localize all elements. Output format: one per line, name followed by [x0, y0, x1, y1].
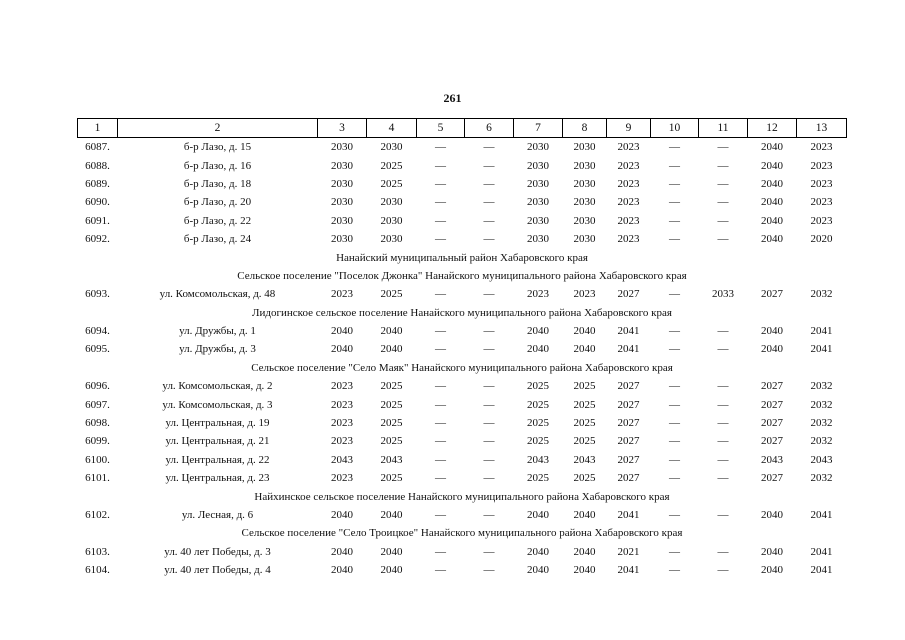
value-cell: — — [483, 509, 495, 521]
value-cell: — — [435, 417, 446, 430]
column-header: 10 — [651, 119, 699, 138]
value-cell: 2023 — [810, 159, 833, 172]
table-row — [78, 451, 847, 469]
value-cell: — — [435, 380, 446, 393]
section-heading: Нанайский муниципальный район Хабаровского края — [336, 251, 588, 264]
value-cell: 2023 — [617, 177, 640, 190]
value-cell: — — [717, 233, 729, 246]
address-cell: ул. Комсомольская, д. 3 — [162, 398, 273, 411]
value-cell: — — [669, 453, 680, 466]
value-cell: 2025 — [573, 435, 596, 448]
table-row — [78, 340, 847, 358]
address-cell: ул. Лесная, д. 6 — [181, 509, 254, 521]
row-number-cell: 6091. — [85, 214, 110, 227]
value-cell: 2030 — [573, 214, 596, 227]
value-cell: — — [669, 564, 680, 577]
value-cell: 2025 — [380, 398, 403, 411]
value-cell: 2040 — [573, 343, 596, 356]
row-number-cell: 6089. — [85, 177, 110, 190]
value-cell: 2023 — [331, 435, 353, 448]
value-cell: 2030 — [380, 141, 403, 154]
address-cell: ул. Центральная, д. 23 — [165, 472, 270, 485]
value-cell: — — [669, 545, 680, 558]
value-cell: — — [435, 398, 446, 411]
value-cell: — — [435, 509, 446, 521]
value-cell: 2023 — [617, 233, 640, 246]
value-cell: 2027 — [761, 380, 783, 393]
value-cell: 2040 — [331, 325, 353, 338]
table-row — [78, 212, 847, 230]
row-number-cell: 6102. — [85, 509, 110, 521]
table-row — [78, 156, 847, 174]
value-cell: 2041 — [617, 343, 640, 356]
value-cell: 2041 — [617, 509, 640, 521]
value-cell: 2040 — [761, 545, 783, 558]
value-cell: 2043 — [761, 453, 783, 466]
row-number-cell: 6095. — [85, 343, 110, 356]
address-cell: б-р Лазо, д. 24 — [183, 233, 252, 246]
value-cell: — — [717, 509, 729, 521]
value-cell: 2040 — [527, 343, 549, 356]
column-header: 13 — [797, 119, 847, 138]
value-cell: 2041 — [810, 509, 833, 521]
column-header: 12 — [748, 119, 797, 138]
value-cell: — — [483, 159, 495, 172]
address-cell: б-р Лазо, д. 20 — [183, 196, 252, 209]
table-row — [78, 193, 847, 211]
column-header: 11 — [699, 119, 748, 138]
value-cell: 2027 — [617, 417, 640, 430]
column-header: 2 — [118, 119, 318, 138]
value-cell: 2032 — [810, 398, 833, 411]
table-row — [78, 322, 847, 340]
value-cell: — — [669, 177, 680, 190]
value-cell: 2030 — [380, 196, 403, 209]
value-cell: 2040 — [527, 564, 549, 577]
value-cell: 2030 — [527, 196, 549, 209]
value-cell: 2041 — [810, 545, 833, 558]
value-cell: — — [717, 453, 729, 466]
row-number-cell: 6101. — [85, 472, 110, 485]
value-cell: — — [435, 177, 446, 190]
address-cell: ул. Дружбы, д. 3 — [179, 343, 256, 356]
value-cell: 2032 — [810, 435, 833, 448]
value-cell: — — [435, 141, 446, 154]
value-cell: 2041 — [810, 564, 833, 577]
value-cell: 2040 — [761, 196, 783, 209]
value-cell: — — [483, 214, 495, 227]
row-number-cell: 6096. — [85, 380, 110, 393]
value-cell: 2030 — [380, 214, 403, 227]
value-cell: — — [435, 214, 446, 227]
value-cell: 2027 — [617, 472, 640, 485]
value-cell: 2030 — [331, 196, 353, 209]
value-cell: 2027 — [761, 472, 783, 485]
value-cell: 2043 — [380, 453, 403, 466]
value-cell: 2023 — [617, 159, 640, 172]
row-number-cell: 6087. — [85, 141, 110, 154]
value-cell: 2023 — [810, 214, 833, 227]
value-cell: 2030 — [331, 177, 353, 190]
value-cell: 2030 — [573, 141, 596, 154]
value-cell: — — [717, 141, 729, 154]
value-cell: 2040 — [573, 325, 596, 338]
value-cell: — — [669, 214, 680, 227]
value-cell: — — [483, 196, 495, 209]
column-header: 4 — [367, 119, 417, 138]
value-cell: 2040 — [331, 545, 353, 558]
value-cell: 2032 — [810, 288, 833, 301]
value-cell: — — [435, 435, 446, 448]
table-row — [78, 432, 847, 450]
value-cell: 2025 — [573, 472, 596, 485]
value-cell: — — [717, 545, 729, 558]
value-cell: — — [717, 435, 729, 448]
value-cell: 2040 — [573, 545, 596, 558]
value-cell: — — [717, 214, 729, 227]
value-cell: 2030 — [331, 233, 353, 246]
value-cell: 2043 — [331, 453, 353, 466]
value-cell: 2030 — [573, 233, 596, 246]
row-number-cell: 6088. — [85, 159, 110, 172]
address-cell: б-р Лазо, д. 18 — [183, 177, 252, 190]
value-cell: — — [483, 564, 495, 577]
value-cell: — — [483, 325, 495, 338]
value-cell: 2025 — [527, 435, 549, 448]
address-cell: б-р Лазо, д. 16 — [183, 159, 252, 172]
value-cell: 2032 — [810, 417, 833, 430]
value-cell: 2043 — [810, 453, 833, 466]
value-cell: 2027 — [617, 435, 640, 448]
value-cell: 2027 — [617, 453, 640, 466]
section-heading: Сельское поселение "Село Маяк" Нанайского муниципального района Хабаровского края — [251, 361, 673, 374]
address-cell: ул. Центральная, д. 19 — [165, 417, 270, 430]
value-cell: 2040 — [331, 343, 353, 356]
value-cell: 2040 — [527, 325, 549, 338]
table-row — [78, 138, 847, 157]
value-cell: 2027 — [761, 398, 783, 411]
value-cell: 2027 — [617, 380, 640, 393]
value-cell: 2040 — [380, 564, 403, 577]
value-cell: 2040 — [380, 343, 403, 356]
value-cell: 2030 — [331, 159, 353, 172]
column-header: 8 — [563, 119, 607, 138]
address-cell: ул. Центральная, д. 22 — [165, 453, 270, 466]
value-cell: — — [483, 343, 495, 356]
value-cell: 2025 — [527, 398, 549, 411]
value-cell: — — [717, 159, 729, 172]
value-cell: — — [483, 141, 495, 154]
value-cell: 2030 — [527, 233, 549, 246]
row-number-cell: 6104. — [85, 564, 110, 577]
table-row — [78, 469, 847, 487]
value-cell: 2040 — [761, 343, 783, 356]
table-row — [78, 285, 847, 303]
value-cell: — — [717, 564, 729, 577]
value-cell: 2023 — [617, 141, 640, 154]
section-heading-row — [78, 487, 847, 505]
value-cell: 2025 — [380, 288, 403, 301]
value-cell: — — [669, 417, 680, 430]
value-cell: — — [483, 398, 495, 411]
value-cell: — — [483, 177, 495, 190]
value-cell: — — [669, 325, 680, 338]
value-cell: 2030 — [331, 214, 353, 227]
row-number-cell: 6093. — [85, 288, 110, 301]
section-heading: Лидогинское сельское поселение Нанайского муниципального района Хабаровского края — [252, 306, 672, 319]
table-row — [78, 414, 847, 432]
value-cell: — — [435, 325, 446, 338]
value-cell: 2023 — [617, 214, 640, 227]
value-cell: 2025 — [573, 398, 596, 411]
address-cell: ул. Комсомольская, д. 2 — [162, 380, 273, 393]
value-cell: 2033 — [712, 288, 734, 301]
value-cell: — — [717, 417, 729, 430]
value-cell: — — [435, 288, 446, 301]
address-cell: ул. 40 лет Победы, д. 3 — [164, 545, 271, 558]
value-cell: 2025 — [380, 380, 403, 393]
table-row — [78, 175, 847, 193]
value-cell: 2023 — [527, 288, 549, 301]
section-heading-row — [78, 304, 847, 322]
page-number: 261 — [443, 91, 462, 105]
value-cell: 2040 — [573, 564, 596, 577]
value-cell: 2030 — [573, 196, 596, 209]
section-heading: Сельское поселение "Поселок Джонка" Нанайского муниципального района Хабаровского края — [237, 269, 687, 282]
value-cell: 2041 — [810, 343, 833, 356]
value-cell: — — [669, 380, 680, 393]
value-cell: 2023 — [810, 196, 833, 209]
column-header: 3 — [318, 119, 367, 138]
value-cell: — — [717, 196, 729, 209]
address-cell: б-р Лазо, д. 15 — [183, 141, 252, 154]
value-cell: 2025 — [527, 380, 549, 393]
value-cell: — — [483, 472, 495, 485]
table-row — [78, 506, 847, 524]
address-cell: ул. Центральная, д. 21 — [165, 435, 270, 448]
value-cell: — — [669, 196, 680, 209]
value-cell: — — [669, 343, 680, 356]
address-cell: б-р Лазо, д. 22 — [183, 214, 252, 227]
value-cell: — — [435, 233, 446, 246]
value-cell: — — [435, 196, 446, 209]
address-cell: ул. Дружбы, д. 1 — [179, 325, 256, 338]
value-cell: 2040 — [380, 545, 403, 558]
value-cell: 2040 — [331, 564, 353, 577]
table-row — [78, 543, 847, 561]
value-cell: 2025 — [380, 472, 403, 485]
section-heading: Сельское поселение "Село Троицкое" Нанайского муниципального района Хабаровского края — [241, 527, 683, 540]
value-cell: — — [435, 453, 446, 466]
table-body — [78, 138, 847, 580]
value-cell: 2040 — [761, 214, 783, 227]
value-cell: — — [483, 435, 495, 448]
housing-schedule-table — [77, 118, 847, 579]
value-cell: 2040 — [761, 233, 783, 246]
column-header: 1 — [78, 119, 118, 138]
value-cell: — — [483, 380, 495, 393]
value-cell: 2040 — [761, 325, 783, 338]
value-cell: — — [435, 343, 446, 356]
value-cell: — — [717, 398, 729, 411]
column-header: 5 — [417, 119, 465, 138]
value-cell: 2020 — [810, 233, 833, 246]
row-number-cell: 6099. — [85, 435, 110, 448]
value-cell: 2040 — [761, 564, 783, 577]
value-cell: — — [483, 288, 495, 301]
value-cell: 2040 — [380, 509, 403, 521]
value-cell: 2025 — [573, 417, 596, 430]
row-number-cell: 6098. — [85, 417, 110, 430]
table-row — [78, 377, 847, 395]
value-cell: 2023 — [331, 380, 353, 393]
value-cell: — — [669, 141, 680, 154]
row-number-cell: 6094. — [85, 325, 110, 338]
value-cell: — — [483, 545, 495, 558]
value-cell: — — [483, 417, 495, 430]
section-heading-row — [78, 267, 847, 285]
value-cell: 2030 — [527, 177, 549, 190]
value-cell: — — [435, 545, 446, 558]
value-cell: 2023 — [331, 472, 353, 485]
value-cell: — — [669, 509, 680, 521]
value-cell: 2041 — [617, 564, 640, 577]
value-cell: 2025 — [527, 417, 549, 430]
value-cell: 2023 — [810, 177, 833, 190]
value-cell: 2040 — [331, 509, 353, 521]
value-cell: 2043 — [527, 453, 549, 466]
table-row — [78, 230, 847, 248]
value-cell: — — [717, 177, 729, 190]
value-cell: 2021 — [617, 545, 640, 558]
row-number-cell: 6100. — [85, 453, 110, 466]
value-cell: 2030 — [527, 159, 549, 172]
value-cell: — — [669, 288, 680, 301]
address-cell: ул. 40 лет Победы, д. 4 — [164, 564, 271, 577]
value-cell: 2023 — [331, 417, 353, 430]
value-cell: 2027 — [761, 288, 783, 301]
value-cell: 2032 — [810, 380, 833, 393]
value-cell: — — [669, 435, 680, 448]
value-cell: 2023 — [617, 196, 640, 209]
value-cell: 2027 — [617, 398, 640, 411]
value-cell: 2030 — [331, 141, 353, 154]
value-cell: 2040 — [761, 509, 783, 521]
value-cell: — — [669, 398, 680, 411]
column-header: 6 — [465, 119, 514, 138]
value-cell: 2025 — [573, 380, 596, 393]
value-cell: 2023 — [573, 288, 596, 301]
row-number-cell: 6097. — [85, 398, 110, 411]
value-cell: 2030 — [573, 177, 596, 190]
column-header: 9 — [607, 119, 651, 138]
value-cell: — — [717, 472, 729, 485]
value-cell: — — [669, 233, 680, 246]
value-cell: 2040 — [527, 509, 549, 521]
value-cell: 2025 — [380, 177, 403, 190]
value-cell: 2040 — [761, 159, 783, 172]
value-cell: 2040 — [527, 545, 549, 558]
value-cell: 2023 — [810, 141, 833, 154]
value-cell: 2030 — [380, 233, 403, 246]
value-cell: — — [435, 159, 446, 172]
value-cell: 2032 — [810, 472, 833, 485]
section-heading-row — [78, 248, 847, 266]
value-cell: — — [435, 472, 446, 485]
value-cell: 2030 — [573, 159, 596, 172]
value-cell: — — [435, 564, 446, 577]
row-number-cell: 6092. — [85, 233, 110, 246]
value-cell: 2027 — [761, 435, 783, 448]
value-cell: — — [717, 343, 729, 356]
column-header: 7 — [514, 119, 563, 138]
value-cell: — — [483, 233, 495, 246]
value-cell: 2027 — [617, 288, 640, 301]
row-number-cell: 6090. — [85, 196, 110, 209]
value-cell: 2041 — [810, 325, 833, 338]
value-cell: 2030 — [527, 141, 549, 154]
value-cell: 2041 — [617, 325, 640, 338]
value-cell: 2025 — [527, 472, 549, 485]
value-cell: 2023 — [331, 398, 353, 411]
value-cell: 2030 — [527, 214, 549, 227]
value-cell: — — [717, 380, 729, 393]
section-heading-row — [78, 524, 847, 542]
value-cell: 2043 — [573, 453, 596, 466]
value-cell: 2025 — [380, 417, 403, 430]
value-cell: 2023 — [331, 288, 353, 301]
value-cell: — — [669, 472, 680, 485]
table-row — [78, 395, 847, 413]
value-cell: — — [717, 325, 729, 338]
value-cell: 2040 — [573, 509, 596, 521]
value-cell: 2040 — [380, 325, 403, 338]
value-cell: 2027 — [761, 417, 783, 430]
value-cell: 2025 — [380, 435, 403, 448]
value-cell: 2040 — [761, 177, 783, 190]
section-heading: Найхинское сельское поселение Нанайского муниципального района Хабаровского края — [254, 490, 670, 503]
value-cell: 2040 — [761, 141, 783, 154]
value-cell: — — [669, 159, 680, 172]
address-cell: ул. Комсомольская, д. 48 — [159, 288, 276, 301]
table-row — [78, 561, 847, 579]
row-number-cell: 6103. — [85, 545, 110, 558]
value-cell: — — [483, 453, 495, 466]
section-heading-row — [78, 359, 847, 377]
value-cell: 2025 — [380, 159, 403, 172]
column-number-header-row — [78, 119, 847, 138]
